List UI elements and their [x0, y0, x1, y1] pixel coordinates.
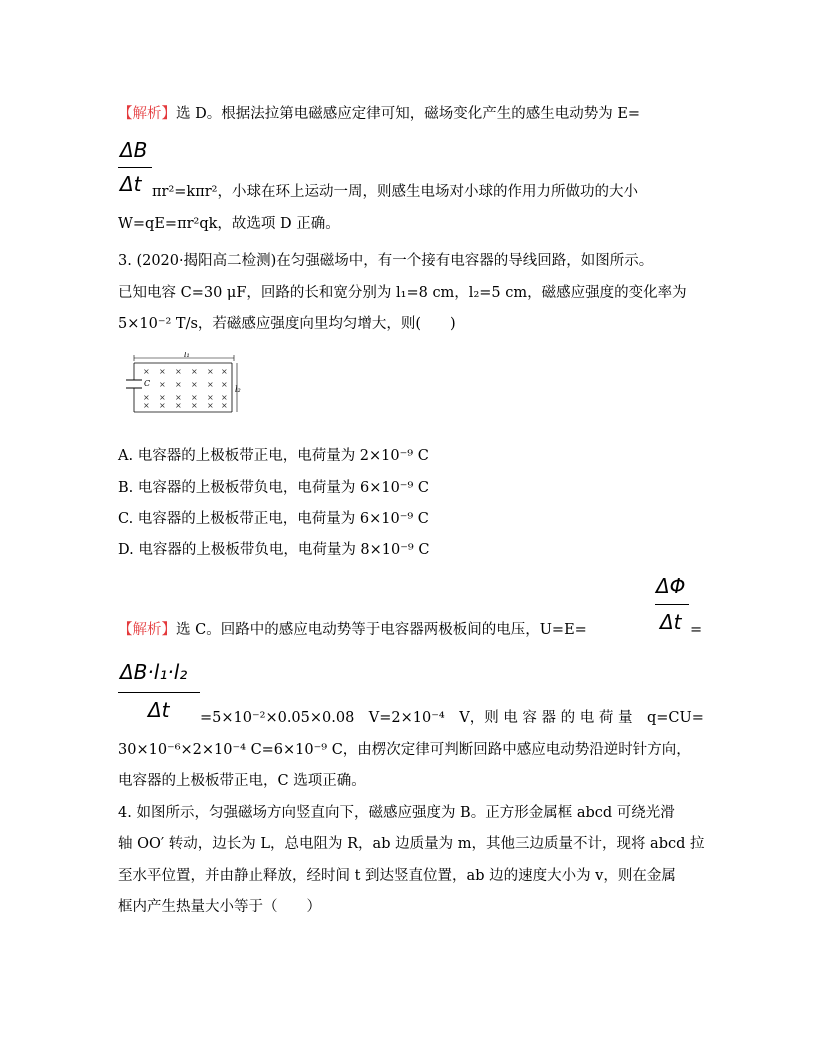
field-cross: ×: [191, 393, 198, 402]
solution-2-line-2: =5×10⁻²×0.05×0.08 V=2×10⁻⁴ V，则 电 容 器 的 电 荷 量 q=CU=: [200, 710, 704, 726]
field-cross: ×: [159, 367, 166, 376]
field-cross: ×: [159, 393, 166, 402]
field-cross: ×: [191, 401, 198, 410]
option-c: C. 电容器的上极板带正电，电荷量为 6×10⁻⁹ C: [118, 511, 429, 527]
option-b: B. 电容器的上极板带负电，电荷量为 6×10⁻⁹ C: [118, 480, 429, 496]
fraction-3-numerator: ΔB·l₁·l₂: [120, 660, 188, 684]
field-cross: ×: [159, 380, 166, 389]
label-c: C: [144, 379, 151, 388]
fraction-2-denominator: Δt: [660, 610, 682, 634]
field-cross: ×: [221, 393, 228, 402]
field-cross: ×: [143, 367, 150, 376]
circuit-diagram: [122, 352, 242, 418]
fraction-2-numerator: ΔΦ: [656, 574, 686, 598]
solution-2-line-4: 电容器的上极板带正电，C 选项正确。: [118, 773, 366, 789]
field-cross: ×: [207, 401, 214, 410]
question-4-line-4: 框内产生热量大小等于（ ）: [118, 899, 321, 915]
field-cross: ×: [175, 393, 182, 402]
field-cross: ×: [143, 401, 150, 410]
field-cross: ×: [221, 401, 228, 410]
fraction-3-denominator: Δt: [148, 698, 170, 722]
field-cross: ×: [175, 367, 182, 376]
solution-2-line-1: [118, 620, 587, 640]
question-3-line-2: 已知电容 C=30 μF，回路的长和宽分别为 l₁=8 cm，l₂=5 cm，磁感应强度的变化率为: [118, 285, 687, 301]
question-3-line-3: 5×10⁻² T/s，若磁感应强度向里均匀增大，则( ): [118, 316, 456, 332]
option-a: A. 电容器的上极板带正电，电荷量为 2×10⁻⁹ C: [118, 448, 429, 464]
field-cross: ×: [159, 401, 166, 410]
analysis-tag-2: 【解析】: [118, 622, 176, 638]
analysis-tag: 【解析】: [118, 106, 176, 122]
solution-1-line-3: W=qE=πr²qk，故选项 D 正确。: [118, 216, 340, 232]
fraction-1-denominator: Δt: [120, 172, 142, 196]
solution-2-line-3: 30×10⁻⁶×2×10⁻⁴ C=6×10⁻⁹ C，由楞次定律可判断回路中感应电动势沿逆时针方向，: [118, 742, 691, 758]
fraction-3-bar: [118, 692, 200, 693]
field-cross: ×: [175, 380, 182, 389]
field-cross: ×: [221, 380, 228, 389]
question-4-line-3: 至水平位置，并由静止释放，经时间 t 到达竖直位置，ab 边的速度大小为 v，则在金属: [118, 868, 676, 884]
option-d: D. 电容器的上极板带负电，电荷量为 8×10⁻⁹ C: [118, 542, 430, 558]
solution-1-line-2: πr²=kπr²，小球在环上运动一周，则感生电场对小球的作用力所做功的大小: [152, 184, 638, 200]
label-l1: l₁: [184, 352, 190, 359]
field-cross: ×: [191, 380, 198, 389]
question-4-line-1: 4. 如图所示，匀强磁场方向竖直向下，磁感应强度为 B。正方形金属框 abcd 可绕光滑: [118, 805, 675, 821]
circuit-figure: [122, 352, 242, 418]
field-cross: ×: [143, 393, 150, 402]
fraction-1-bar: [118, 167, 152, 168]
solution-1-line-1: [118, 104, 640, 124]
field-cross: ×: [207, 380, 214, 389]
solution-1-text-1: 选 D。根据法拉第电磁感应定律可知，磁场变化产生的感生电动势为 E=: [176, 106, 641, 122]
field-cross: ×: [191, 367, 198, 376]
question-4-line-2: 轴 OO′ 转动，边长为 L，总电阻为 R，ab 边质量为 m，其他三边质量不计，现将 abcd 拉: [118, 836, 705, 852]
fraction-1-numerator: ΔB: [120, 138, 148, 162]
question-3-line-1: 3. (2020·揭阳高二检测)在匀强磁场中，有一个接有电容器的导线回路，如图所示。: [118, 253, 654, 269]
field-cross: ×: [207, 367, 214, 376]
solution-2-text-1: 选 C。回路中的感应电动势等于电容器两极板间的电压，U=E=: [176, 622, 587, 638]
fraction-2-bar: [655, 604, 689, 605]
field-cross: ×: [175, 401, 182, 410]
solution-2-equals: =: [690, 622, 703, 638]
field-cross: ×: [207, 393, 214, 402]
field-cross: ×: [221, 367, 228, 376]
label-l2: l₂: [235, 385, 241, 394]
